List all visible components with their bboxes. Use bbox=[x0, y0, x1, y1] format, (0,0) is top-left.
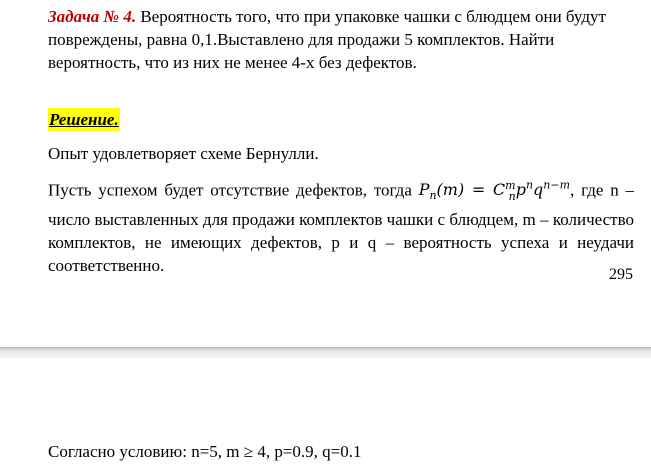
page-number: 295 bbox=[609, 266, 633, 283]
task-text: Вероятность того, что при упаковке чашки с блюдцем они будут повреждены, равна 0,1.Выставлено для продажи 5 комплектов. Найти вероятность, что из них не менее 4-х без дефектов. bbox=[48, 7, 606, 72]
task-label: Задача № 4. bbox=[48, 7, 137, 26]
success-paragraph bbox=[48, 174, 634, 277]
success-rest: , где n – число выставленных для продажи комплектов чашки с блюдцем, m – количество комплектов, не имеющих дефектов, p и q – вероятность успеха и неудачи соответственно. bbox=[48, 180, 635, 275]
success-intro: Пусть успехом будет отсутствие дефектов, тогда bbox=[48, 180, 419, 200]
bernoulli-paragraph: Опыт удовлетворяет схеме Бернулли. bbox=[48, 144, 319, 163]
task-paragraph bbox=[48, 5, 634, 74]
bernoulli-formula: $P_n(m) = C^m_np^nq^{n-m}$ bbox=[418, 179, 571, 203]
condition-paragraph: Согласно условию: n=5, m ≥ 4, p=0.9, q=0.1 bbox=[48, 442, 362, 461]
solution-heading: Решение. bbox=[49, 110, 119, 129]
